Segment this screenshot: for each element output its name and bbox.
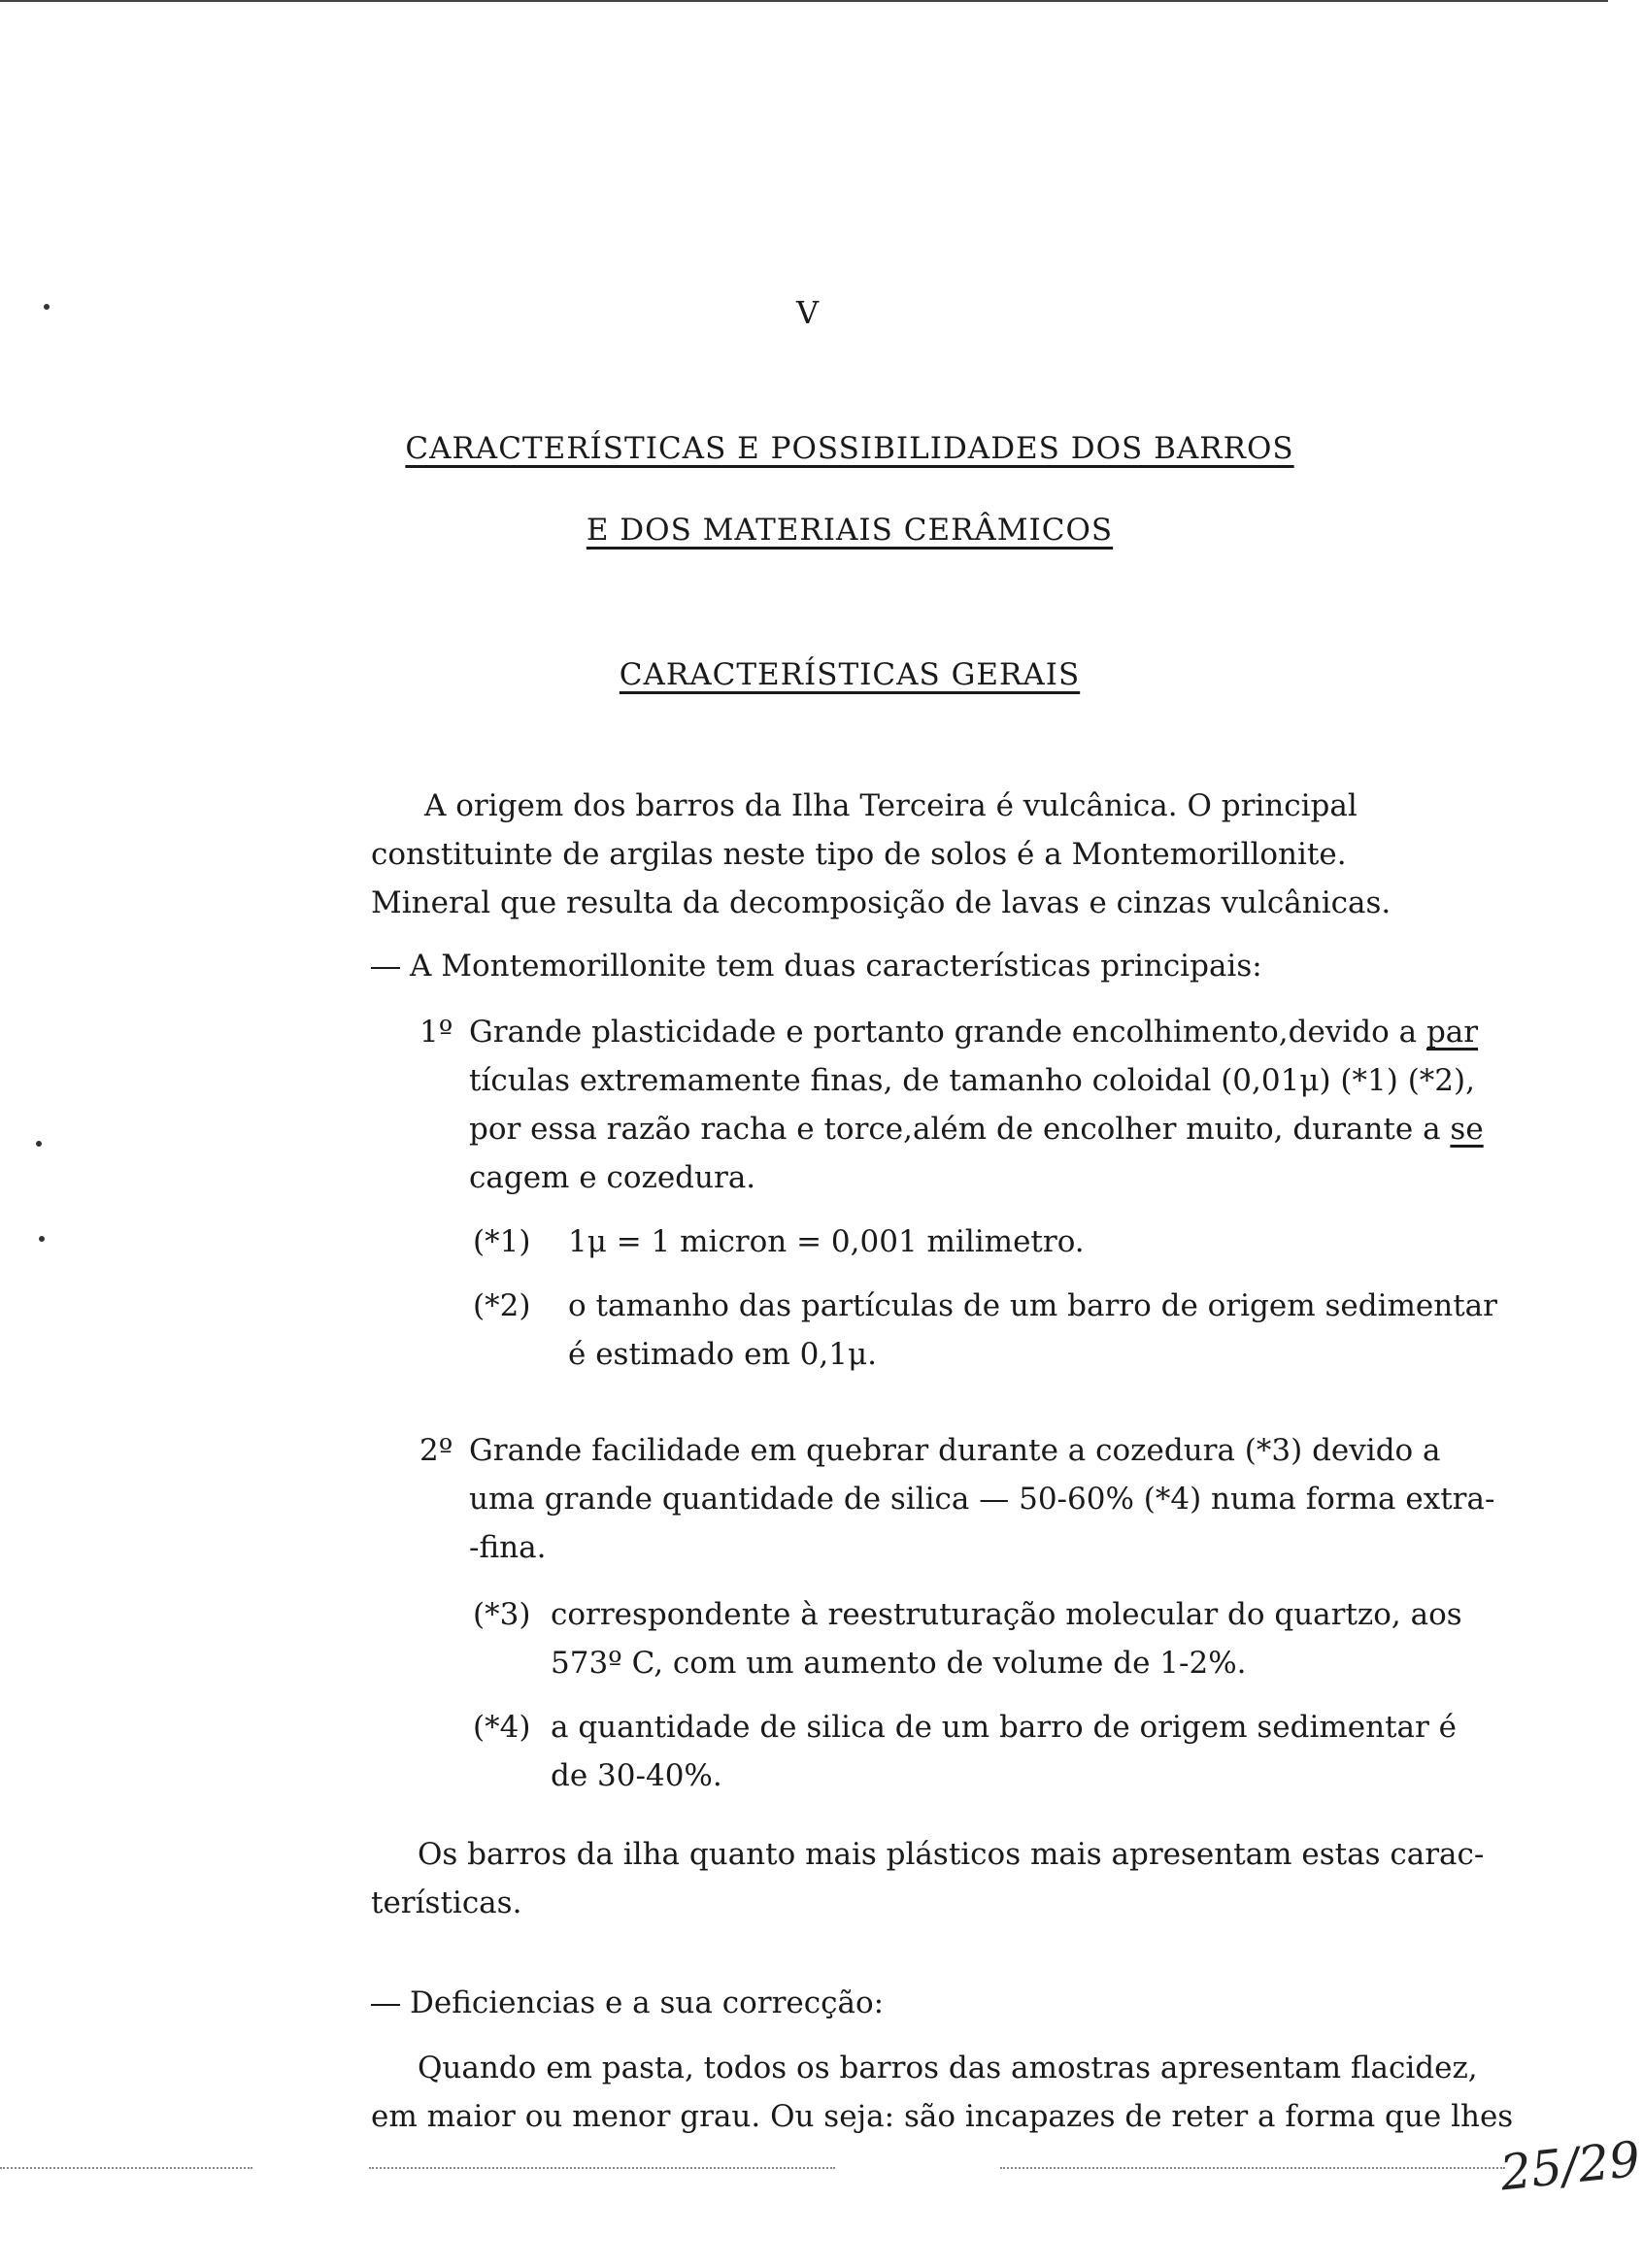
scan-speck: [39, 1236, 45, 1242]
em-dash: [371, 967, 400, 969]
footer-rule-right: [1000, 2167, 1505, 2169]
point-2-label: 2º: [419, 1433, 453, 1468]
title-line-2: E DOS MATERIAIS CERÂMICOS: [586, 513, 1114, 548]
intro-line-2: constituinte de argilas neste tipo de solos é a Montemorillonite.: [371, 837, 1347, 872]
point-1-line-4: cagem e cozedura.: [469, 1160, 756, 1195]
note-2-line-2: é estimado em 0,1μ.: [568, 1337, 877, 1372]
point-2-line-3: -fina.: [469, 1530, 547, 1565]
page-number: 25/29: [1497, 2130, 1643, 2202]
deficiencies-line-2: em maior ou menor grau. Ou seja: são incapazes de reter a forma que lhes: [371, 2099, 1514, 2134]
note-3-label: (*3): [473, 1597, 531, 1632]
point-2-line-1: Grande facilidade em quebrar durante a cozedura (*3) devido a: [469, 1433, 1441, 1468]
footer-rule-left: [0, 2167, 252, 2169]
note-3-line-2: 573º C, com um aumento de volume de 1-2%.: [551, 1646, 1247, 1681]
deficiencies-line-1: Quando em pasta, todos os barros das amostras apresentam flacidez,: [418, 2051, 1478, 2085]
chapter-number: V: [796, 294, 820, 331]
point-1-line-1: Grande plasticidade e portanto grande encolhimento,devido a par: [469, 1015, 1479, 1050]
plastic-note-line-1: Os barros da ilha quanto mais plásticos mais apresentam estas carac-: [418, 1837, 1485, 1872]
note-3-line-1: correspondente à reestruturação molecular do quartzo, aos: [551, 1597, 1462, 1632]
intro-line-3: Mineral que resulta da decomposição de lavas e cinzas vulcânicas.: [371, 885, 1392, 920]
title-line-1: CARACTERÍSTICAS E POSSIBILIDADES DOS BARROS: [405, 431, 1294, 466]
point-1-label: 1º: [419, 1015, 453, 1050]
note-4-line-2: de 30-40%.: [551, 1758, 722, 1793]
note-2-label: (*2): [473, 1288, 531, 1323]
note-2-line-1: o tamanho das partículas de um barro de origem sedimentar: [568, 1288, 1497, 1323]
plastic-note-line-2: terísticas.: [371, 1885, 522, 1920]
section-heading: CARACTERÍSTICAS GERAIS: [619, 657, 1081, 692]
note-1-text: 1μ = 1 micron = 0,001 milimetro.: [568, 1224, 1085, 1259]
scan-speck: [44, 304, 50, 310]
scan-speck: [36, 1141, 42, 1147]
intro-line-1: A origem dos barros da Ilha Terceira é vulcânica. O principal: [424, 788, 1358, 823]
note-4-line-1: a quantidade de silica de um barro de origem sedimentar é: [551, 1710, 1458, 1745]
point-2-line-2: uma grande quantidade de silica — 50-60% (*4) numa forma extra-: [469, 1482, 1495, 1517]
montmorillonite-heading: A Montemorillonite tem duas características principais:: [371, 942, 1262, 990]
note-1-label: (*1): [473, 1224, 531, 1259]
note-4-label: (*4): [473, 1710, 531, 1745]
footer-rule-middle: [369, 2167, 835, 2169]
em-dash: [371, 2004, 400, 2006]
point-1-line-3: por essa razão racha e torce,além de encolher muito, durante a se: [469, 1112, 1484, 1147]
point-1-line-2: tículas extremamente finas, de tamanho coloidal (0,01μ) (*1) (*2),: [469, 1063, 1475, 1098]
deficiencies-heading: Deficiencias e a sua correcção:: [371, 1979, 884, 2027]
top-border: [0, 0, 1608, 2]
